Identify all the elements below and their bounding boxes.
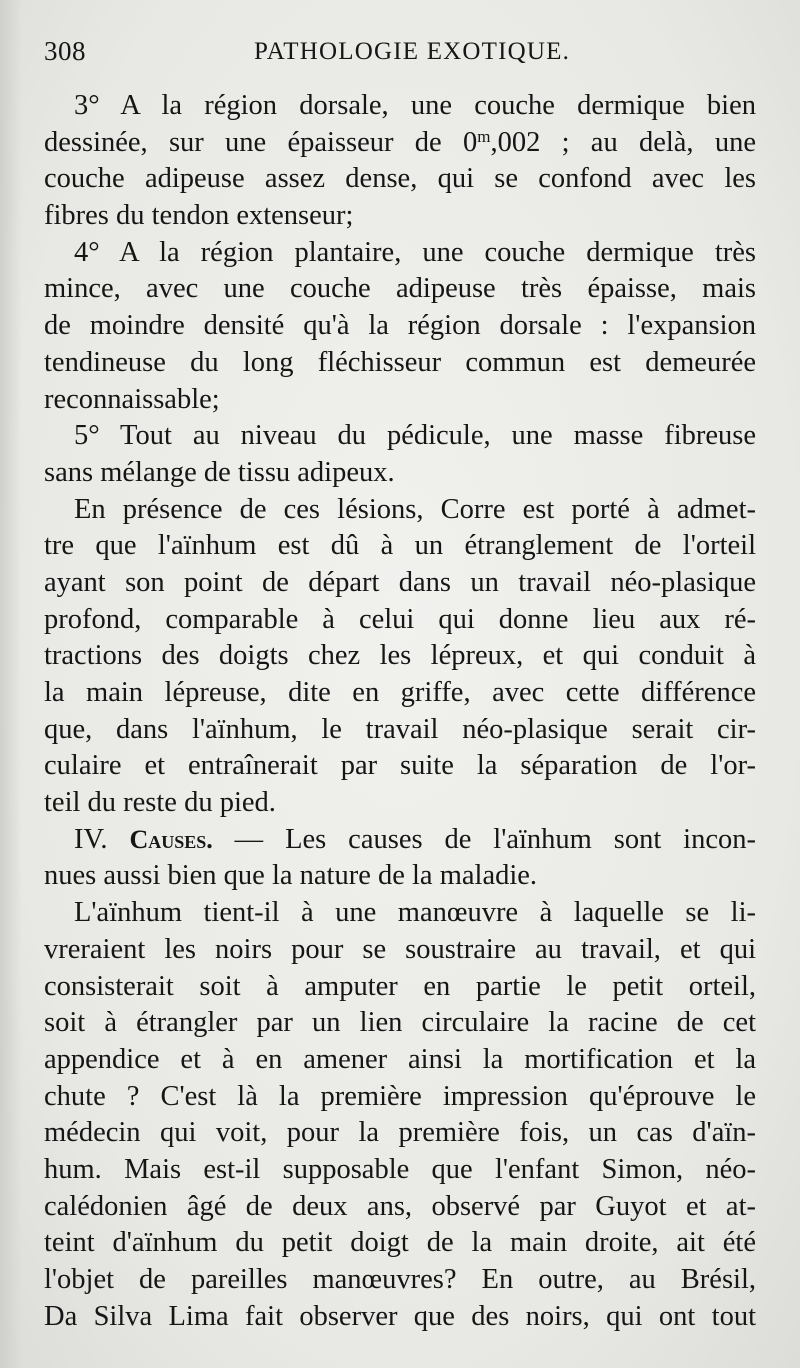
text-line: Da Silva Lima fait observer que des noirs, qui ont tout [44, 1300, 756, 1332]
text-line: profond, comparable à celui qui donne lieu aux ré- [44, 603, 756, 635]
text-line: teil du reste du pied. [44, 787, 276, 819]
text-line: 5° Tout au niveau du pédicule, une masse fibreuse [74, 420, 756, 452]
text-line: que, dans l'aïnhum, le travail néo-plasique serait cir- [44, 713, 756, 745]
text-line: sans mélange de tissu adipeux. [44, 456, 395, 488]
text-line: hum. Mais est-il supposable que l'enfant Simon, néo- [44, 1153, 756, 1185]
text-line: vreraient les noirs pour se soustraire au travail, et qui [44, 933, 756, 965]
text-segment: ,002 ; au delà, une [490, 126, 756, 158]
text-line: mince, avec une couche adipeuse très épaisse, mais [44, 273, 756, 305]
page-gutter-shadow [0, 0, 22, 1368]
text-line: L'aïnhum tient-il à une manœuvre à laquelle se li- [74, 897, 756, 929]
text-line: la main lépreuse, dite en griffe, avec cette différence [44, 677, 756, 708]
text-line: de moindre densité qu'à la région dorsale : l'expansion [44, 310, 756, 342]
text-line: calédonien âgé de deux ans, observé par Guyot et at- [44, 1190, 756, 1222]
section-heading: Causes. [129, 824, 213, 854]
text-segment: dessinée, sur une épaisseur de 0 [44, 126, 478, 158]
text-line: 3° A la région dorsale, une couche dermique bien [74, 90, 756, 121]
text-line: soit à étrangler par un lien circulaire la racine de cet [44, 1007, 756, 1039]
text-line: l'objet de pareilles manœuvres? En outre, au Brésil, [44, 1264, 756, 1295]
text-line: appendice et à en amener ainsi la mortification et la [44, 1043, 756, 1075]
running-title: PATHOLOGIE EXOTIQUE. [254, 38, 571, 65]
text-line: 4° A la région plantaire, une couche dermique très [74, 236, 756, 268]
text-line: consisterait soit à amputer en partie le petit orteil, [44, 970, 756, 1002]
text-line: fibres du tendon extenseur; [44, 200, 354, 232]
text-line: nues aussi bien que la nature de la maladie. [44, 860, 538, 892]
text-line: médecin qui voit, pour la première fois, un cas d'aïn- [44, 1117, 756, 1149]
text-line: culaire et entraînerait par suite la séparation de l'or- [44, 750, 756, 782]
text-line: tre que l'aïnhum est dû à un étranglement de l'orteil [44, 530, 756, 562]
text-line: couche adipeuse assez dense, qui se confond avec les [44, 163, 756, 195]
page-header [44, 36, 756, 72]
text-line: teint d'aïnhum du petit doigt de la main droite, ait été [44, 1227, 756, 1259]
body-text [44, 88, 756, 1335]
text-line: chute ? C'est là la première impression qu'éprouve le [44, 1080, 756, 1112]
text-line: ayant son point de départ dans un travail néo-plasique [44, 566, 756, 598]
section-number: IV. [74, 823, 108, 855]
text-line [44, 125, 756, 162]
text-line: tractions des doigts chez les lépreux, et qui conduit à [44, 640, 756, 672]
text-line: reconnaissable; [44, 383, 220, 415]
superscript: m [477, 126, 491, 146]
text-segment: — Les causes de l'aïnhum sont incon- [212, 823, 756, 855]
text-line: tendineuse du long fléchisseur commun est demeurée [44, 346, 756, 378]
page-number: 308 [44, 36, 86, 66]
text-line [44, 822, 756, 859]
text-line: En présence de ces lésions, Corre est porté à admet- [74, 493, 756, 525]
